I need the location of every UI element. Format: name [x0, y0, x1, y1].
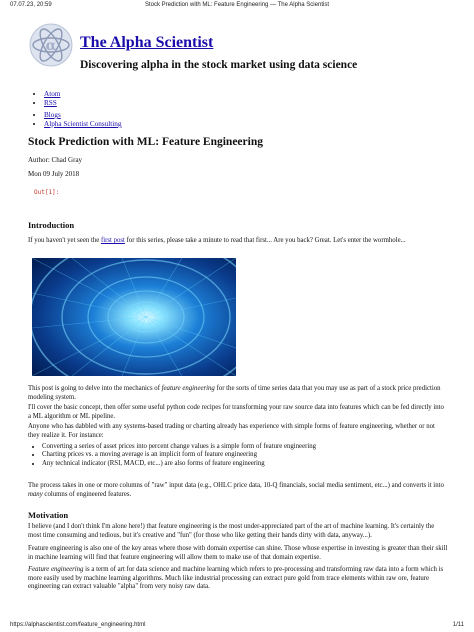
- first-post-link[interactable]: first post: [100, 237, 125, 244]
- site-tagline: Discovering alpha in the stock market using data science: [80, 59, 358, 71]
- nav-item-blogs: [44, 111, 121, 120]
- list-item: • Converting a series of asset prices into percent change values is a simple form of feature engineering: [42, 443, 442, 451]
- consulting-link[interactable]: Alpha Scientist Consulting: [44, 120, 122, 128]
- print-footer: [10, 622, 464, 628]
- feed-links: [28, 90, 60, 108]
- motivation-paragraph-2: Feature engineering is also one of the key areas where those with domain expertise can shine. Those whose expertise in investing is greater than their skill in machine learning will find that feature engineering will allow them to make use of that domain expertise.: [28, 545, 448, 561]
- print-datetime: 07.07.23, 20:59: [10, 2, 52, 8]
- list-item: • Charting prices vs. a moving average is an implicit form of feature engineering: [42, 451, 442, 459]
- svg-text:α: α: [45, 38, 57, 54]
- wormhole-image: [32, 258, 236, 376]
- blogs-link[interactable]: Blogs: [44, 111, 61, 119]
- intro-paragraph-3: I'll cover the basic concept, then offer some useful python code recipes for transforming your raw source data into features which can be fed directly into a ML algorithm or ML pipeline.: [28, 404, 444, 420]
- atom-logo-icon[interactable]: [28, 22, 74, 68]
- print-doc-title: Stock Prediction with ML: Feature Engineering — The Alpha Scientist: [145, 2, 329, 8]
- site-title-link[interactable]: The Alpha Scientist: [80, 34, 214, 51]
- article-title: Stock Prediction with ML: Feature Engineering: [28, 136, 263, 148]
- site-nav: [28, 111, 121, 129]
- intro-heading: Introduction: [28, 220, 75, 230]
- feed-item-atom: [44, 90, 60, 99]
- print-header: [10, 2, 464, 8]
- motivation-paragraph-3: Feature engineering is a term of art for data science and machine learning which refers to pre-processing and transforming raw data into a form which is more easily used by machine learning algorithms. Much like industrial processing can extract pure gold from trace elements within raw ore, feature engineering can extract valuable "alpha" from very noisy raw data.: [28, 566, 444, 591]
- atom-link[interactable]: Atom: [44, 90, 61, 98]
- article-date: Mon 09 July 2018: [28, 170, 80, 178]
- motivation-paragraph-1: I believe (and I don't think I'm alone here!) that feature engineering is the most under-appreciated part of the art of machine learning. It's certainly the most time consuming and tedious, but it's creative and "fun" (for those who like getting their hands dirty with data, anyway...).: [28, 523, 435, 539]
- nav-item-consulting: [44, 120, 121, 129]
- output-prompt: Out[1]:: [34, 189, 60, 196]
- intro-paragraph-1: If you haven't yet seen the first post for this series, please take a minute to read that first... Are you back? Great. Let's enter the wormhole...: [28, 237, 406, 244]
- article-author: Author: Chad Gray: [28, 156, 83, 164]
- feature-examples-list: [28, 443, 442, 468]
- print-url: https://alphascientist.com/feature_engineering.html: [10, 622, 146, 628]
- intro-paragraph-2: This post is going to delve into the mechanics of feature engineering for the sorts of time series data that you may use as part of a stock price prediction modeling system.: [28, 385, 441, 401]
- rss-link[interactable]: RSS: [44, 99, 57, 107]
- motivation-heading: Motivation: [28, 510, 69, 520]
- intro-paragraph-4: Anyone who has dabbled with any systems-based trading or charting already has experience with simple forms of feature engineering, whether or not they realize it. For instance:: [28, 423, 435, 439]
- feed-item-rss: [44, 99, 60, 108]
- list-item: • Any technical indicator (RSI, MACD, etc...) are also forms of feature engineering: [42, 460, 442, 468]
- intro-paragraph-5: The process takes in one or more columns of "raw" input data (e.g., OHLC price data, 10-Q financials, social media sentiment, etc...) and converts it into many columns of engineered features.: [28, 482, 444, 498]
- print-page-number: 1/11: [452, 622, 464, 628]
